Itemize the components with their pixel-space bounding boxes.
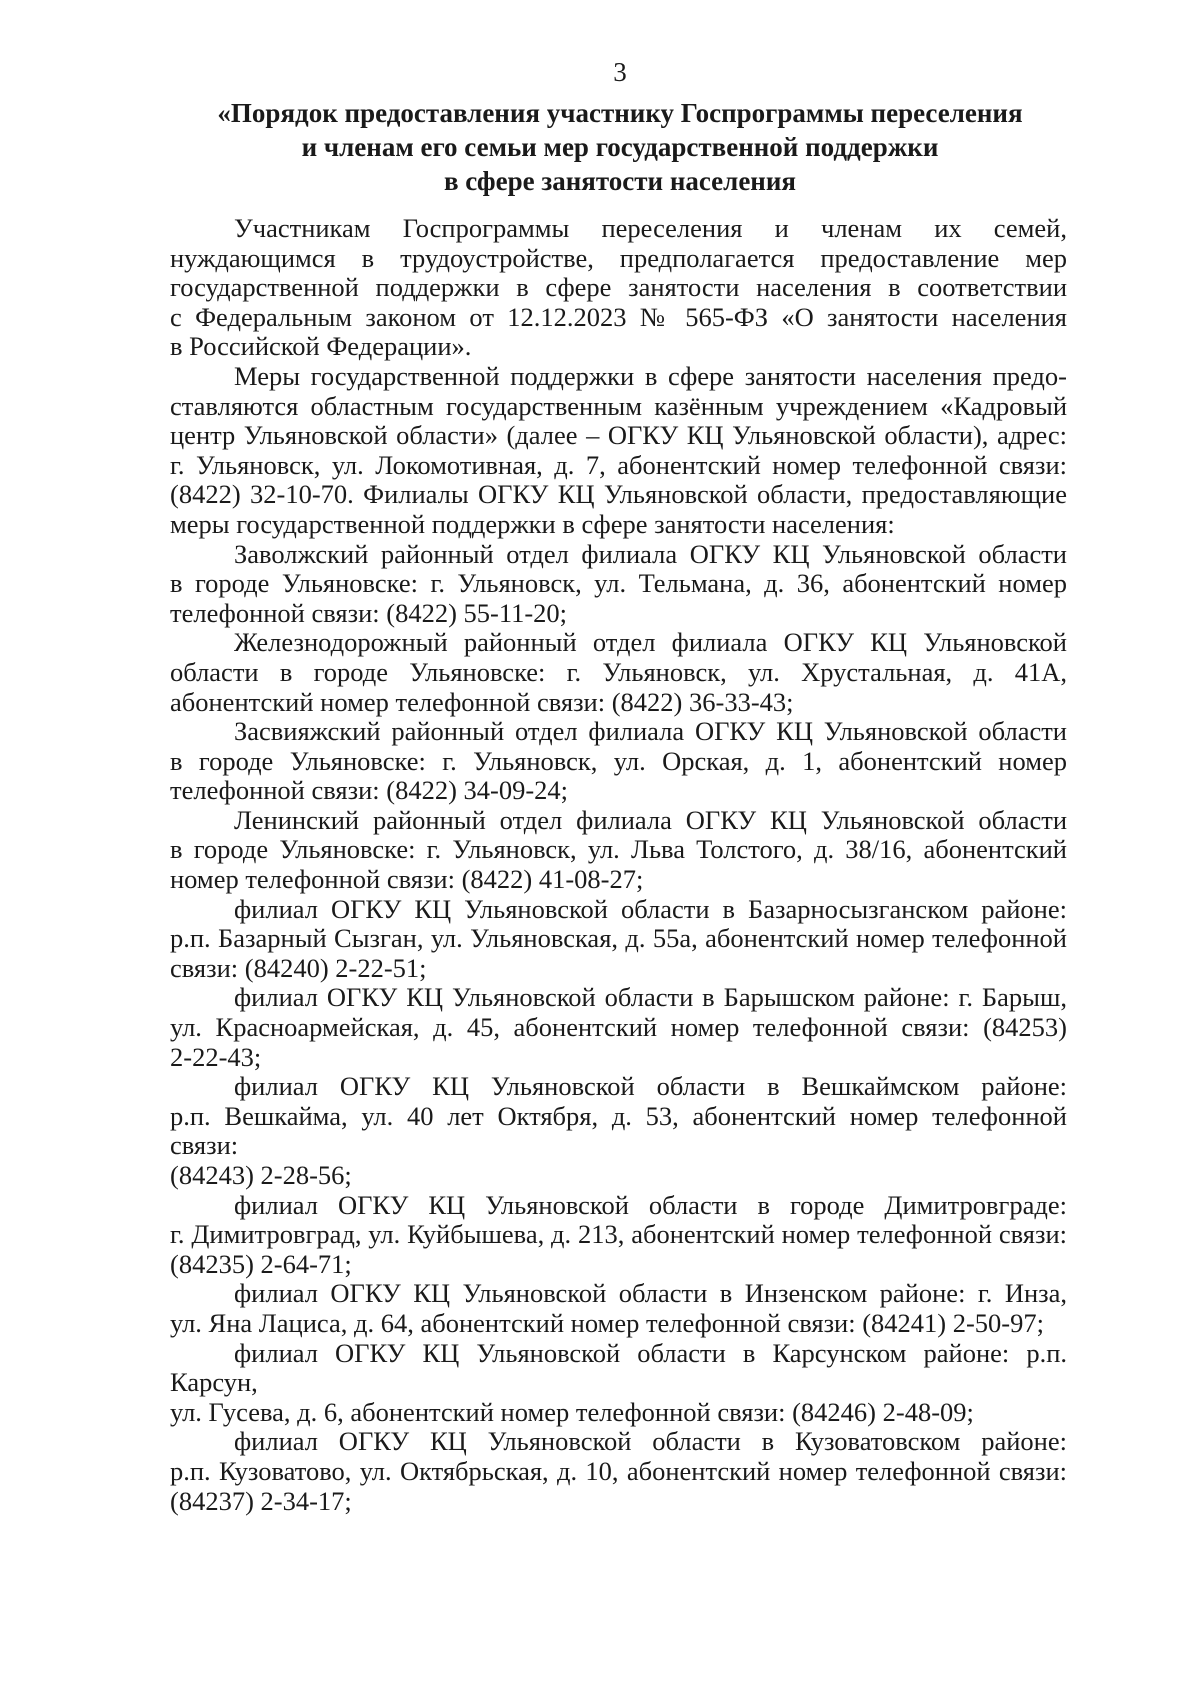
- paragraph-line: в Российской Федерации».: [170, 331, 472, 362]
- paragraph-line: Ленинский районный отдел филиала ОГКУ КЦ Ульяновской области: [234, 804, 1067, 835]
- paragraph-line: абонентский номер телефонной связи: (8422) 36-33-43;: [170, 686, 794, 717]
- title-line: и членам его семьи мер государственной поддержки: [301, 132, 939, 162]
- paragraph-line: (84243) 2-28-56;: [170, 1160, 352, 1190]
- paragraph-line: с Федеральным законом от 12.12.2023 № 565-ФЗ «О занятости населения: [170, 301, 1067, 332]
- paragraph-line: филиал ОГКУ КЦ Ульяновской области в Базарносызганском районе:: [234, 893, 1067, 924]
- paragraph-line: ул. Гусева, д. 6, абонентский номер телефонной связи: (84246) 2-48-09;: [170, 1396, 974, 1427]
- paragraph-line: нуждающимся в трудоустройстве, предполагается предоставление мер: [170, 242, 1067, 273]
- paragraph-line: филиал ОГКУ КЦ Ульяновской области в Кузоватовском районе:: [234, 1426, 1067, 1457]
- paragraph: [170, 362, 1067, 540]
- page-number: 3: [613, 57, 627, 87]
- paragraph-line: связи: (84240) 2-22-51;: [170, 952, 427, 983]
- paragraph: [170, 983, 1067, 1072]
- paragraph-line: г. Ульяновск, ул. Локомотивная, д. 7, абонентский номер телефонной связи:: [170, 449, 1067, 480]
- paragraph-line: ул. Красноармейская, д. 45, абонентский номер телефонной связи: (84253): [170, 1012, 1067, 1043]
- paragraph: [170, 806, 1067, 895]
- paragraph-line: р.п. Кузоватово, ул. Октябрьская, д. 10, абонентский номер телефонной связи:: [170, 1455, 1067, 1486]
- paragraph: [170, 214, 1067, 362]
- paragraph-line: филиал ОГКУ КЦ Ульяновской области в Вешкаймском районе:: [234, 1071, 1067, 1102]
- title-line: в сфере занятости населения: [443, 166, 797, 196]
- paragraph-line: в городе Ульяновске: г. Ульяновск, ул. Льва Толстого, д. 38/16, абонентский: [170, 834, 1067, 865]
- paragraph-line: Заволжский районный отдел филиала ОГКУ КЦ Ульяновской области: [234, 538, 1067, 569]
- paragraph-line: номер телефонной связи: (8422) 41-08-27;: [170, 864, 644, 895]
- paragraph-line: государственной поддержки в сфере занятости населения в соответствии: [170, 272, 1067, 303]
- paragraph: [170, 628, 1067, 717]
- section-title: [170, 96, 1070, 198]
- paragraph-line: области в городе Ульяновске: г. Ульяновск, ул. Хрустальная, д. 41А,: [170, 656, 1067, 687]
- paragraph: [170, 895, 1067, 984]
- title-line: «Порядок предоставления участнику Госпрограммы переселения: [217, 98, 1023, 128]
- paragraph-line: телефонной связи: (8422) 55-11-20;: [170, 597, 568, 628]
- paragraph-line: (8422) 32-10-70. Филиалы ОГКУ КЦ Ульяновской области, предоставляющие: [170, 479, 1067, 510]
- paragraph-line: филиал ОГКУ КЦ Ульяновской области в городе Димитровграде:: [234, 1189, 1067, 1220]
- paragraph-line: (84235) 2-64-71;: [170, 1248, 352, 1279]
- paragraph: [170, 1279, 1067, 1338]
- paragraph: [170, 1339, 1067, 1428]
- document-body: [170, 214, 1067, 1516]
- paragraph-line: р.п. Вешкайма, ул. 40 лет Октября, д. 53, абонентский номер телефонной связи:: [170, 1100, 1067, 1161]
- paragraph-line: Железнодорожный районный отдел филиала ОГКУ КЦ Ульяновской: [234, 627, 1067, 658]
- paragraph-line: филиал ОГКУ КЦ Ульяновской области в Инзенском районе: г. Инза,: [234, 1278, 1067, 1309]
- paragraph-line: Участникам Госпрограммы переселения и членам их семей,: [234, 213, 1067, 243]
- paragraph-line: меры государственной поддержки в сфере занятости населения:: [170, 508, 895, 539]
- paragraph-line: 2-22-43;: [170, 1041, 262, 1072]
- paragraph-line: р.п. Базарный Сызган, ул. Ульяновская, д. 55а, абонентский номер телефонной: [170, 923, 1067, 954]
- paragraph: [170, 1191, 1067, 1280]
- paragraph: [170, 540, 1067, 629]
- paragraph-line: филиал ОГКУ КЦ Ульяновской области в Барышском районе: г. Барыш,: [234, 982, 1067, 1013]
- paragraph-line: Меры государственной поддержки в сфере занятости населения предо-: [234, 360, 1067, 391]
- paragraph: [170, 1072, 1067, 1190]
- paragraph: [170, 1427, 1067, 1516]
- paragraph: [170, 717, 1067, 806]
- paragraph-line: ставляются областным государственным казённым учреждением «Кадровый: [170, 390, 1067, 421]
- paragraph-line: телефонной связи: (8422) 34-09-24;: [170, 775, 569, 806]
- paragraph-line: (84237) 2-34-17;: [170, 1485, 352, 1516]
- paragraph-line: в городе Ульяновске: г. Ульяновск, ул. Орская, д. 1, абонентский номер: [170, 745, 1067, 776]
- paragraph-line: г. Димитровград, ул. Куйбышева, д. 213, абонентский номер телефонной связи:: [170, 1219, 1067, 1250]
- paragraph-line: филиал ОГКУ КЦ Ульяновской области в Карсунском районе: р.п. Карсун,: [170, 1337, 1067, 1398]
- paragraph-line: ул. Яна Лациса, д. 64, абонентский номер телефонной связи: (84241) 2-50-97;: [170, 1307, 1044, 1338]
- paragraph-line: Засвияжский районный отдел филиала ОГКУ КЦ Ульяновской области: [234, 716, 1067, 747]
- paragraph-line: в городе Ульяновске: г. Ульяновск, ул. Тельмана, д. 36, абонентский номер: [170, 568, 1067, 599]
- paragraph-line: центр Ульяновской области» (далее – ОГКУ КЦ Ульяновской области), адрес:: [170, 420, 1067, 451]
